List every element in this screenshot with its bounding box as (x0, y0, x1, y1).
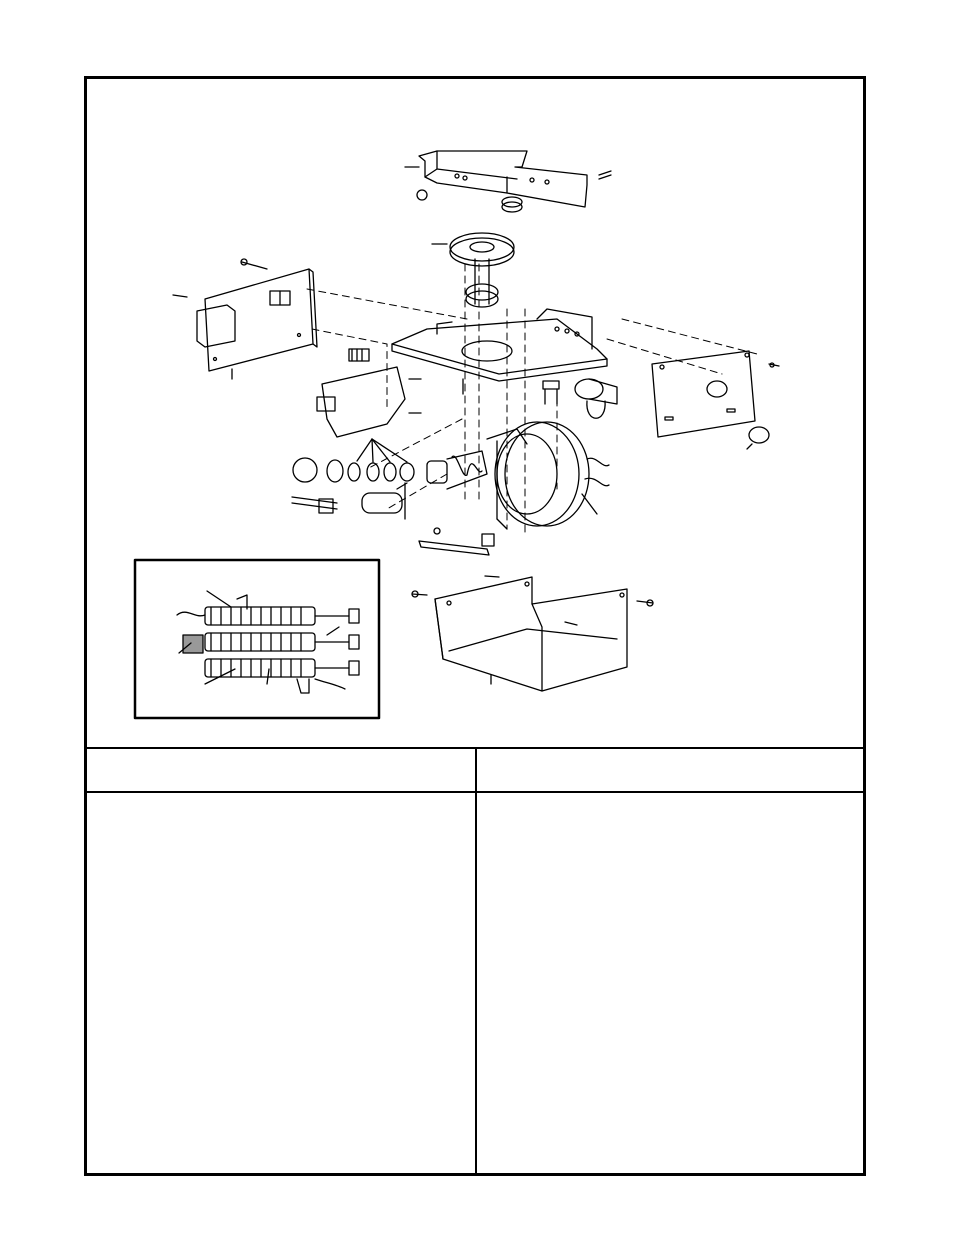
top-mounting-bracket (405, 151, 587, 207)
logic-board-panel (173, 259, 317, 379)
exploded-parts-diagram (87, 79, 863, 747)
inset-limit-detail (135, 560, 379, 718)
light-socket (575, 379, 617, 418)
limit-switch-bracket (419, 519, 507, 555)
limit-assembly-parts (293, 439, 414, 482)
bracket-screw-icon (417, 171, 611, 200)
end-panel (652, 351, 779, 437)
table-column-divider (475, 747, 477, 1173)
parts-sheet-frame (84, 76, 866, 1176)
bottom-cover (412, 576, 653, 691)
drive-gear-cap-icon (502, 197, 522, 212)
chassis-plate (392, 309, 607, 394)
terminal-block (543, 381, 559, 404)
motor-assembly (427, 422, 609, 526)
drive-gear-assembly (432, 233, 514, 307)
control-board (317, 349, 421, 437)
light-lens-knob-icon (747, 427, 769, 449)
capacitor-and-wire-harness (292, 483, 407, 519)
